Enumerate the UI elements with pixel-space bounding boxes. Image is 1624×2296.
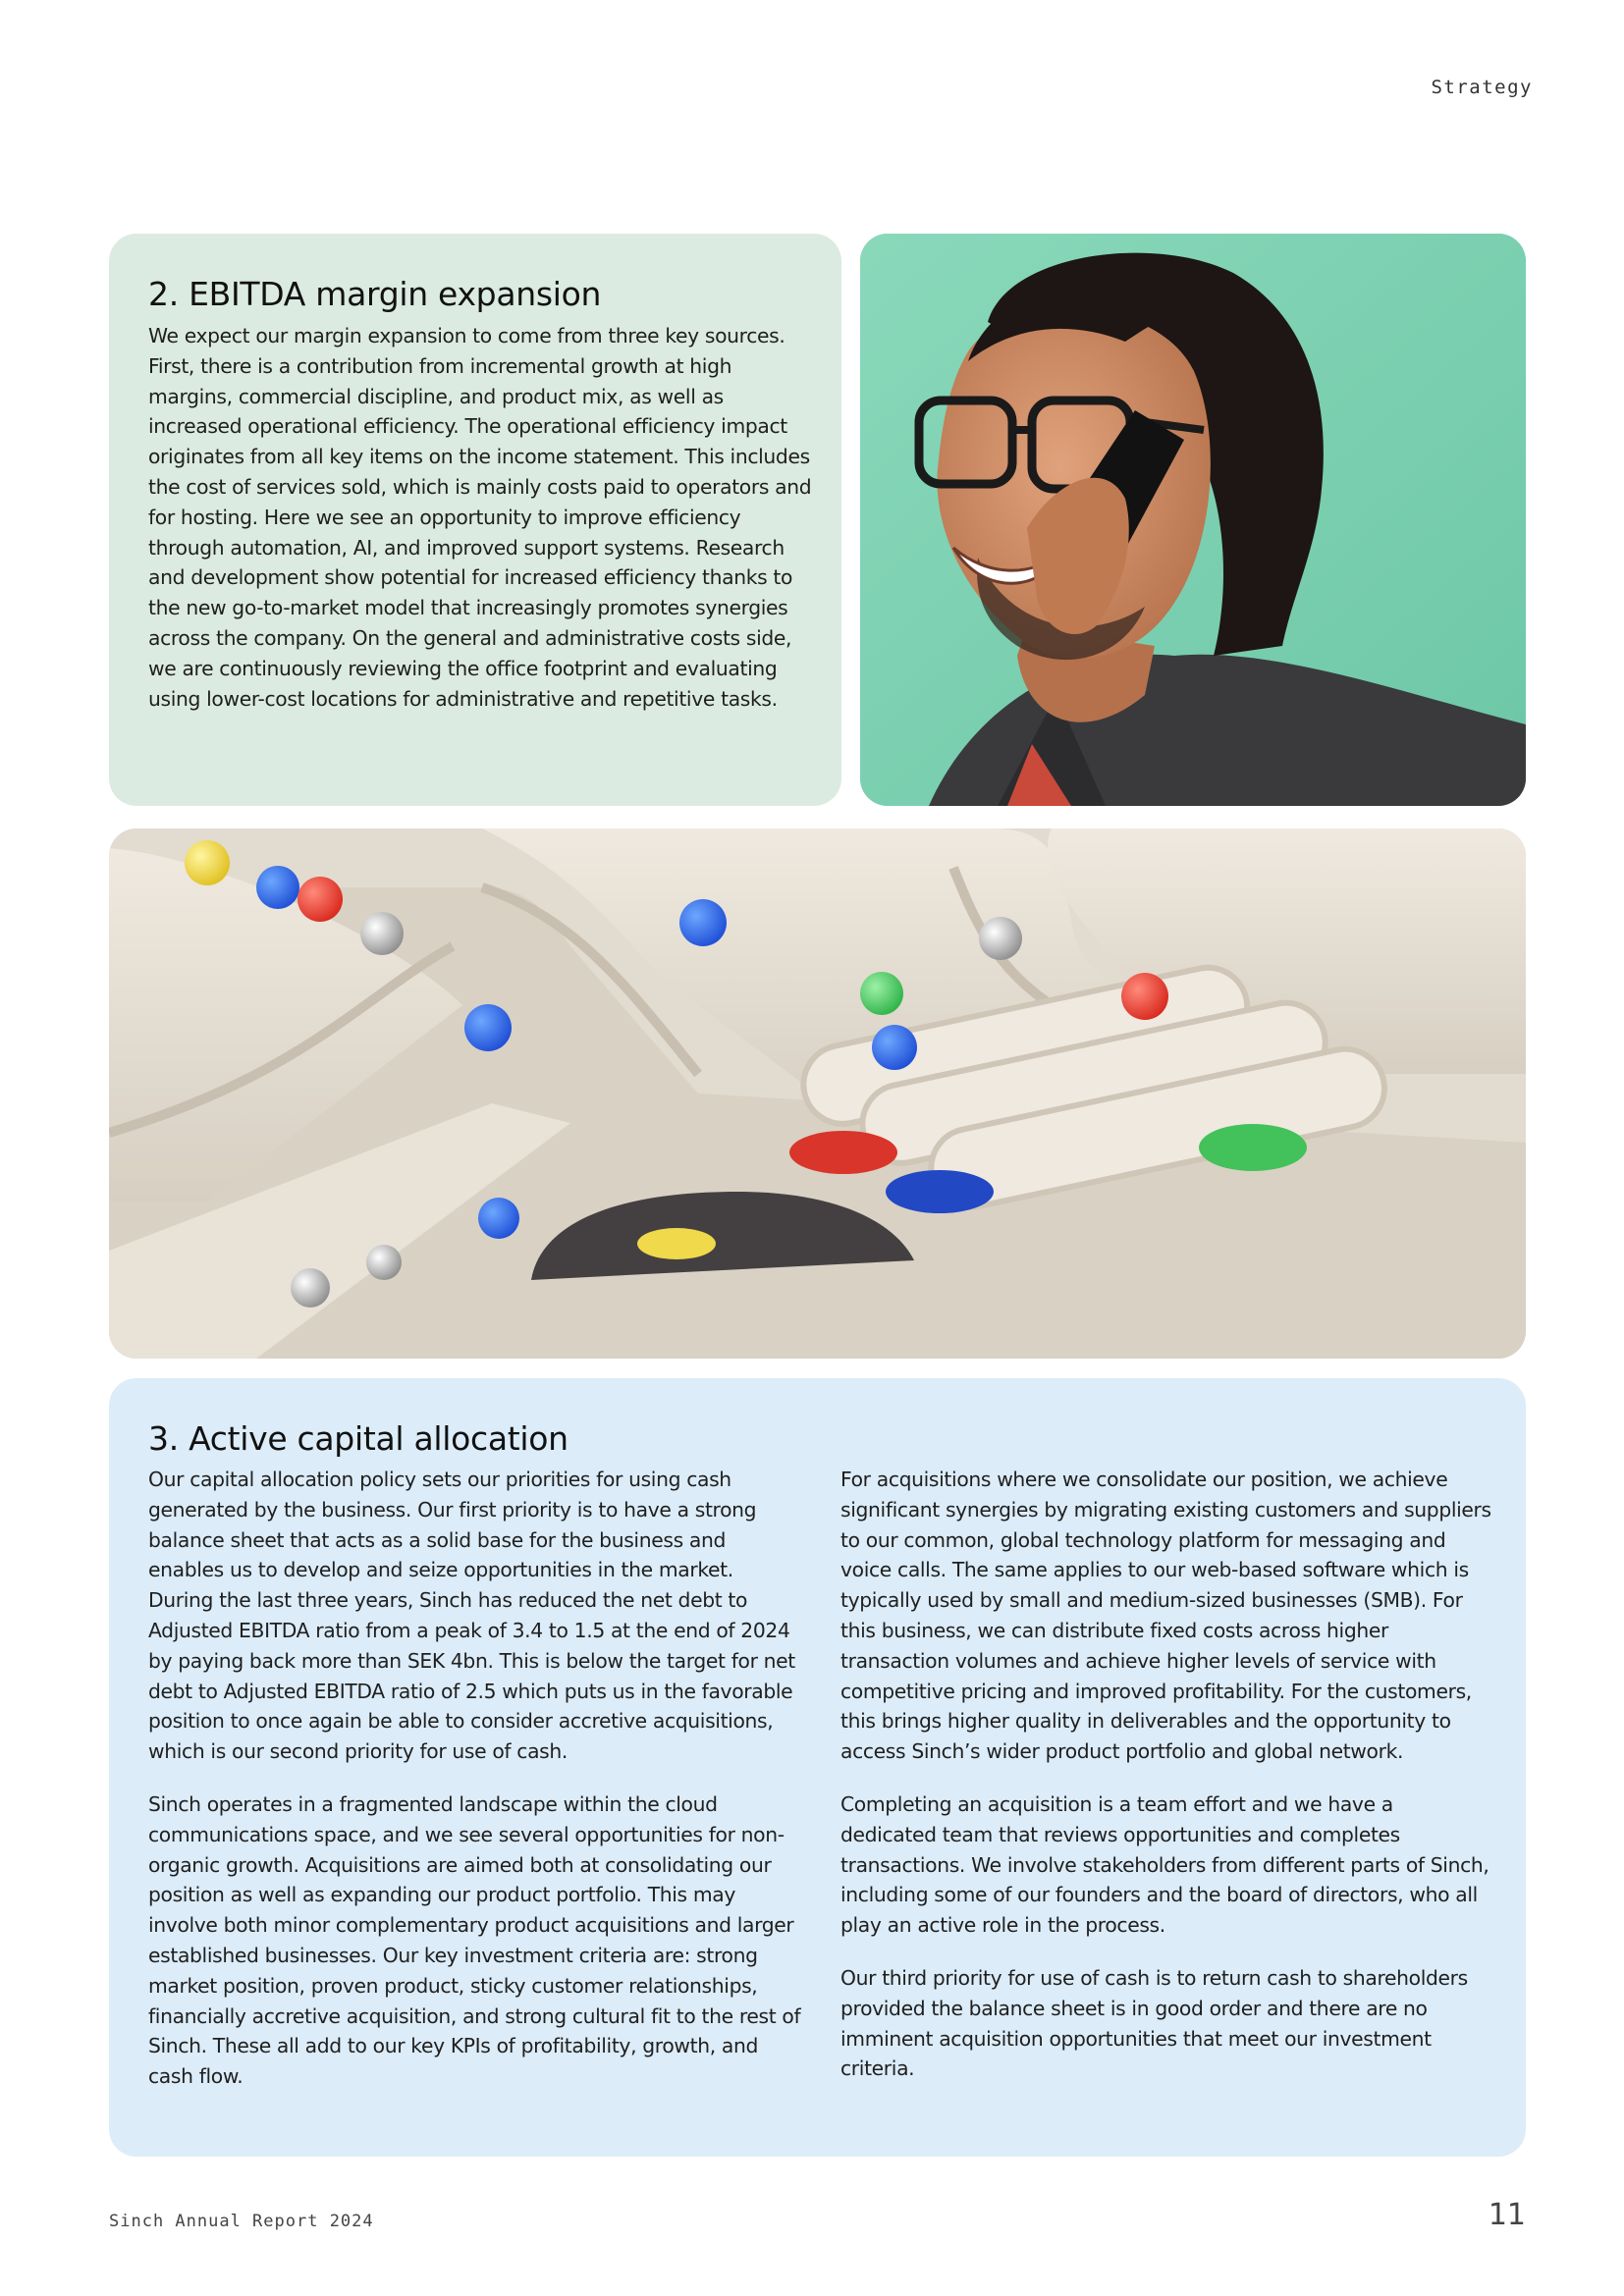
section-label: Strategy: [1431, 77, 1533, 98]
ebitda-text: We expect our margin expansion to come from three key sources. First, there is a contribution from incremental growth at high margins, commercial discipline, and product mix, as well as increased operational efficiency. The operational efficiency impact originates from all key items on the income statement. This includes the cost of services sold, which is mainly costs paid to operators and for hosting. Here we see an opportunity to improve efficiency through automation, AI, and improved support systems. Research and development show potential for increased efficiency thanks to the new go-to-market model that increasingly promotes synergies across the company. On the general and administrative costs side, we are continuously reviewing the office footprint and evaluating using lower-cost locations for administrative and repetitive tasks.: [148, 324, 812, 711]
capital-right-column: [840, 1465, 1493, 2084]
paragraph: Sinch operates in a fragmented landscape within the cloud communications space, and we see several opportunities for non-organic growth. Acquisitions are aimed both at consolidating our position as well as expanding our product portfolio. This may involve both minor complementary product acquisitions and larger established businesses. Our key investment criteria are: strong market position, proven product, sticky customer relationships, financially accretive acquisition, and strong cultural fit to the rest of Sinch. These all add to our key KPIs of profitability, growth, and cash flow.: [148, 1791, 801, 2089]
marble-run-graphic: [109, 828, 1526, 1359]
capital-heading: 3. Active capital allocation: [148, 1419, 568, 1458]
photo-man-on-phone: [860, 234, 1526, 806]
ebitda-card: [109, 234, 841, 806]
paragraph: For acquisitions where we consolidate our position, we achieve significant synergies by migrating existing customers and suppliers to our common, global technology platform for messaging and voice calls. The same applies to our web-based software which is typically used by small and medium-sized businesses (SMB). For this business, we can distribute fixed costs across higher transaction volumes and achieve higher levels of service with competitive pricing and improved profitability. For the customers, this brings higher quality in deliverables and the opportunity to access Sinch’s wider product portfolio and global network.: [840, 1468, 1491, 1764]
capital-card: [109, 1378, 1526, 2157]
paragraph: Completing an acquisition is a team effort and we have a dedicated team that reviews opportunities and completes transactions. We involve stakeholders from different parts of Sinch, including some of our founders and the board of directors, who all play an active role in the process.: [840, 1791, 1489, 1938]
paragraph: Our third priority for use of cash is to return cash to shareholders provided the balance sheet is in good order and there are no imminent acquisition opportunities that meet our investment criteria.: [840, 1965, 1468, 2081]
ebitda-heading: 2. EBITDA margin expansion: [148, 275, 602, 313]
page-number: 11: [1488, 2198, 1526, 2232]
paragraph: Our capital allocation policy sets our priorities for using cash generated by the business. Our first priority is to have a strong balance sheet that acts as a solid base for the business and enables us to develop and seize opportunities in the market. During the last three years, Sinch has reduced the net debt to Adjusted EBITDA ratio from a peak of 3.4 to 1.5 at the end of 2024 by paying back more than SEK 4bn. This is below the target for net debt to Adjusted EBITDA ratio of 2.5 which puts us in the favorable position to once again be able to consider accretive acquisitions, which is our second priority for use of cash.: [148, 1468, 795, 1764]
footer-report-title: Sinch Annual Report 2024: [109, 2212, 374, 2231]
marble-run-illustration: [109, 828, 1526, 1359]
capital-left-column: [148, 1465, 801, 2092]
portrait-illustration: [860, 234, 1526, 806]
